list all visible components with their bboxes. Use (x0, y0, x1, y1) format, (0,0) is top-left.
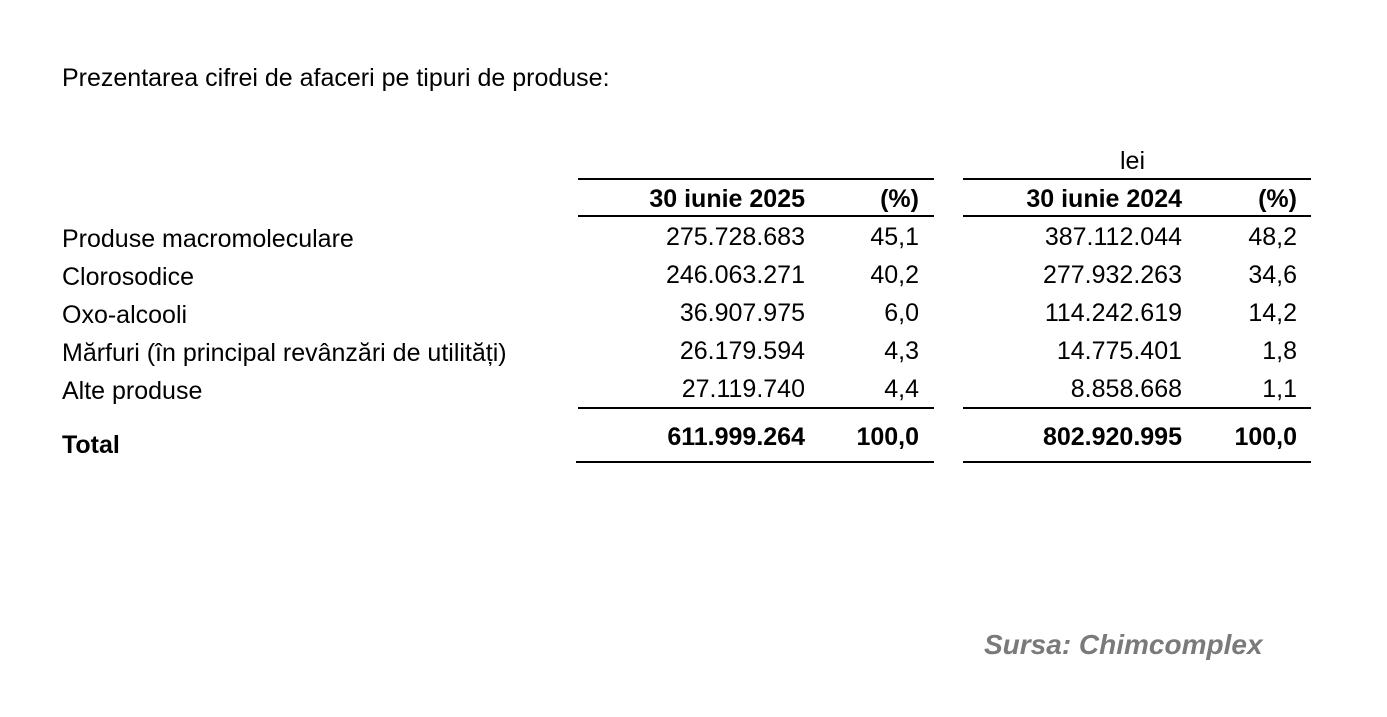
header-top-rule-2024 (963, 178, 1311, 180)
column-header-2025: 30 iunie 2025 (649, 185, 805, 213)
subtotal-rule-2025 (578, 407, 934, 409)
table-cell-value-2024: 14.775.401 (1056, 337, 1182, 365)
header-bottom-rule-2025 (578, 215, 934, 217)
column-header-pct-2025: (%) (880, 185, 919, 213)
table-cell-value-2024: 8.858.668 (1070, 375, 1182, 403)
header-top-rule-2025 (578, 178, 934, 180)
table-row-label: Clorosodice (62, 263, 195, 291)
table-cell-pct-2025: 45,1 (870, 223, 919, 251)
table-cell-value-2025: 26.179.594 (679, 337, 805, 365)
subtotal-rule-2024 (963, 407, 1311, 409)
table-cell-value-2024: 277.932.263 (1042, 261, 1182, 289)
table-cell-value-2025: 275.728.683 (665, 223, 805, 251)
column-header-2024: 30 iunie 2024 (1026, 185, 1182, 213)
table-cell-value-2024: 114.242.619 (1044, 299, 1182, 327)
table-row-label: Oxo-alcooli (62, 301, 188, 329)
currency-unit-label: lei (1120, 147, 1146, 175)
table-cell-pct-2025: 40,2 (870, 261, 919, 289)
table-cell-pct-2025: 4,3 (884, 337, 919, 365)
table-cell-value-2025: 36.907.975 (679, 299, 805, 327)
total-pct-2025: 100,0 (856, 423, 919, 451)
table-cell-pct-2025: 6,0 (884, 299, 919, 327)
total-pct-2024: 100,0 (1234, 423, 1297, 451)
table-cell-pct-2025: 4,4 (884, 375, 919, 403)
page-heading: Prezentarea cifrei de afaceri pe tipuri de produse: (62, 64, 610, 92)
table-row-label: Mărfuri (în principal revânzări de utilități) (62, 339, 507, 367)
table-cell-value-2024: 387.112.044 (1044, 223, 1182, 251)
table-cell-pct-2024: 34,6 (1248, 261, 1297, 289)
table-cell-value-2025: 246.063.271 (665, 261, 805, 289)
column-header-pct-2024: (%) (1258, 185, 1297, 213)
total-value-2024: 802.920.995 (1042, 423, 1182, 451)
table-cell-pct-2024: 14,2 (1248, 299, 1297, 327)
table-cell-pct-2024: 1,1 (1262, 375, 1297, 403)
table-cell-pct-2024: 1,8 (1262, 337, 1297, 365)
table-cell-value-2025: 27.119.740 (681, 375, 805, 403)
total-bottom-rule-2025 (576, 461, 934, 463)
total-value-2025: 611.999.264 (667, 423, 805, 451)
header-bottom-rule-2024 (963, 215, 1311, 217)
table-row-label: Alte produse (62, 377, 203, 405)
source-attribution: Sursa: Chimcomplex (984, 629, 1263, 660)
total-bottom-rule-2024 (963, 461, 1311, 463)
table-row-label: Produse macromoleculare (62, 225, 354, 253)
total-row-label: Total (62, 431, 120, 459)
table-cell-pct-2024: 48,2 (1248, 223, 1297, 251)
